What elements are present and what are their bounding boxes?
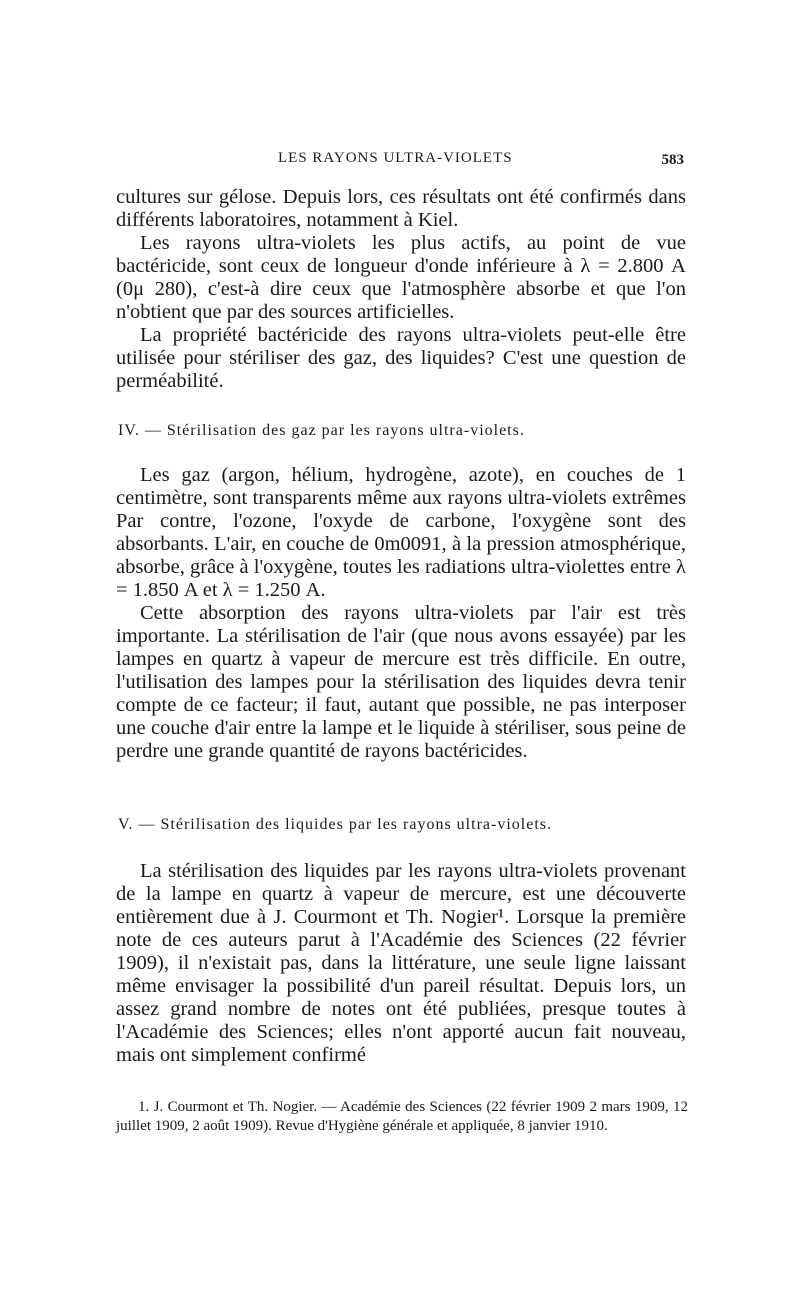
paragraph-active-rays: Les rayons ultra-violets les plus actifs, au point de vue bactéricide, sont ceux de longueur d'onde inférieure à λ = 2.800 A (0μ 280), c'est-à dire ceux que l'atmosphère absorbe et que l'on n'obtient que par des sources artificielles. (116, 232, 686, 323)
section-title-gas-sterilization: IV. — Stérilisation des gaz par les rayons ultra-violets. (118, 422, 525, 439)
running-title: LES RAYONS ULTRA-VIOLETS (278, 150, 513, 166)
paragraph-liquids: La stérilisation des liquides par les rayons ultra-violets provenant de la lampe en quartz à vapeur de mercure, est une découverte entièrement due à J. Courmont et Th. Nogier¹. Lorsque la première note de ces auteurs parut à l'Académie des Sciences (22 février 1909), il n'existait pas, dans la littérature, une seule ligne laissant même envisager la possibilité d'un pareil résultat. Depuis lors, un assez grand nombre de notes ont été publiées, presque toutes à l'Académie des Sciences; elles n'ont apporté aucun fait nouveau, mais ont simplement confirmé (116, 860, 686, 1066)
page-number: 583 (661, 152, 684, 168)
section-title-liquid-sterilization: V. — Stérilisation des liquides par les rayons ultra-violets. (118, 816, 552, 833)
paragraph-continuation: cultures sur gélose. Depuis lors, ces résultats ont été confirmés dans différents laboratoires, notamment à Kiel. (116, 186, 686, 231)
paragraph-bactericidal-property: La propriété bactéricide des rayons ultra-violets peut-elle être utilisée pour stériliser des gaz, des liquides? C'est une question de perméabilité. (116, 324, 686, 392)
paragraph-air-absorption: Cette absorption des rayons ultra-violets par l'air est très importante. La stérilisation de l'air (que nous avons essayée) par les lampes en quartz à vapeur de mercure est très difficile. En outre, l'utilisation des lampes pour la stérilisation des liquides devra tenir compte de ce facteur; il faut, autant que possible, ne pas interposer une couche d'air entre la lampe et le liquide à stériliser, sous peine de perdre une grande quantité de rayons bactéricides. (116, 602, 686, 762)
page-header (118, 150, 684, 174)
paragraph-gases: Les gaz (argon, hélium, hydrogène, azote), en couches de 1 centimètre, sont transparents même aux rayons ultra-violets extrêmes Par contre, l'ozone, l'oxyde de carbone, l'oxygène sont des absorbants. L'air, en couche de 0m0091, à la pression atmosphérique, absorbe, grâce à l'oxygène, toutes les radiations ultra-violettes entre λ = 1.850 A et λ = 1.250 A. (116, 464, 686, 601)
footnote: 1. J. Courmont et Th. Nogier. — Académie des Sciences (22 février 1909 2 mars 1909, 12 juillet 1909, 2 août 1909). Revue d'Hygiène générale et appliquée, 8 janvier 1910. (116, 1099, 688, 1134)
